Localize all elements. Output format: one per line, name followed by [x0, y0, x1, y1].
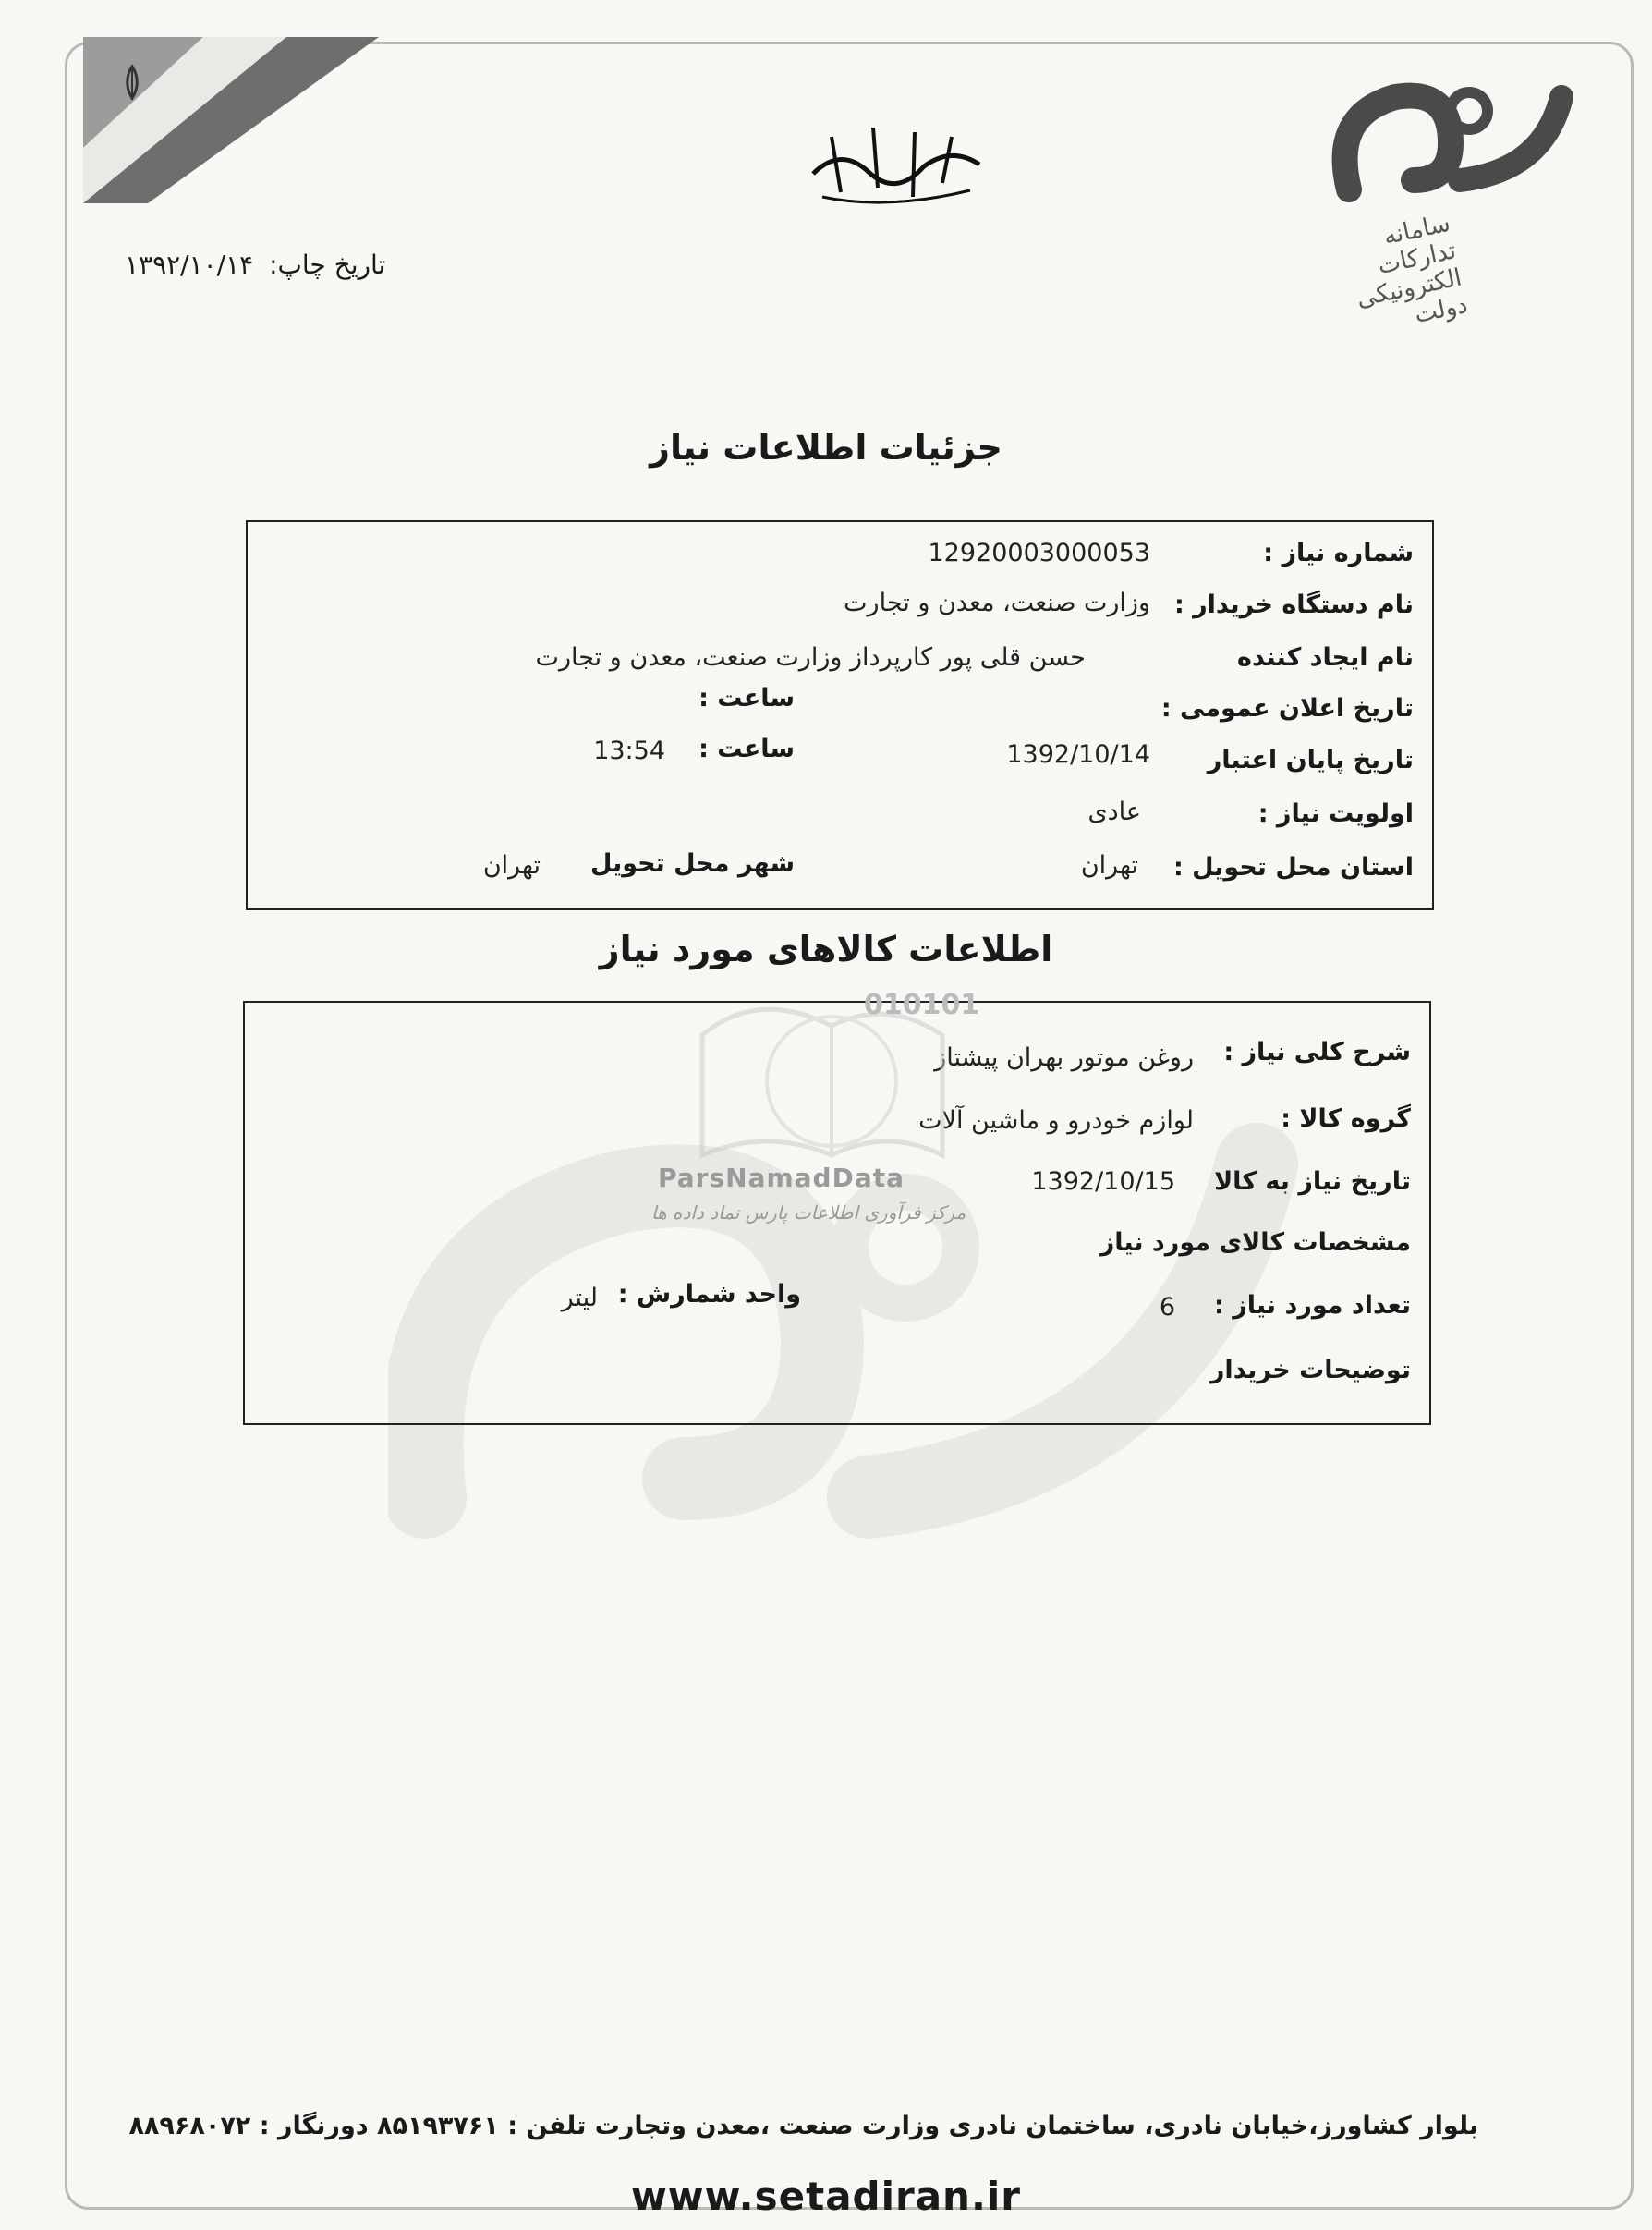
unit-label: واحد شمارش : — [617, 1280, 801, 1309]
buyer-label: نام دستگاه خریدار : — [1173, 591, 1414, 619]
stamp-digits: 010101 — [864, 989, 980, 1021]
stamp-brand: ParsNamadData — [658, 1163, 905, 1193]
unit-value: لیتر — [561, 1284, 598, 1312]
buyer-value: وزارت صنعت، معدن و تجارت — [844, 589, 1150, 617]
basmala-calligraphy — [804, 109, 989, 211]
goods-group-label: گروه کالا : — [1281, 1104, 1411, 1133]
need-date-label: تاریخ نیاز به کالا — [1214, 1167, 1411, 1196]
need-details-title: جزئیات اطلاعات نیاز — [650, 427, 1002, 468]
expiry-date-value: 1392/10/14 — [1006, 740, 1150, 769]
goods-specs-label: مشخصات کالای مورد نیاز — [1099, 1228, 1411, 1257]
need-desc-value: روغن موتور بهران پیشتاز — [934, 1043, 1194, 1072]
announce-time-label: ساعت : — [698, 684, 795, 713]
goods-info-title: اطلاعات کالاهای مورد نیاز — [599, 929, 1053, 969]
province-value: تهران — [1080, 851, 1138, 880]
creator-label: نام ایجاد کننده — [1237, 643, 1414, 672]
city-value: تهران — [482, 851, 541, 880]
logo-text: سامانه تدارکات الکترونیکی دولت — [1354, 209, 1470, 330]
buyer-notes-label: توضیحات خریدار — [1209, 1356, 1411, 1384]
footer-address: بلوار کشاورز،خیابان نادری، ساختمان نادری وزارت صنعت ،معدن وتجارت تلفن : ۸۵۱۹۳۷۶۱ دورنگار : ۸۸۹۶۸۰۷۲ — [128, 2112, 1478, 2140]
city-label: شهر محل تحویل — [589, 849, 795, 878]
print-date-label: تاریخ چاپ: — [269, 250, 386, 280]
need-date-value: 1392/10/15 — [1031, 1167, 1175, 1196]
quantity-label: تعداد مورد نیاز : — [1214, 1291, 1411, 1320]
footer-website: www.setadiran.ir — [630, 2174, 1022, 2219]
print-date — [125, 250, 476, 280]
need-desc-label: شرح کلی نیاز : — [1223, 1038, 1411, 1066]
emblem-icon — [109, 59, 155, 105]
expiry-time-value: 13:54 — [593, 737, 665, 765]
need-details-box — [246, 520, 1434, 910]
announce-date-label: تاریخ اعلان عمومی : — [1160, 694, 1414, 723]
expiry-time-label: ساعت : — [698, 735, 795, 763]
priority-label: اولویت نیاز : — [1257, 799, 1414, 828]
need-number-label: شماره نیاز : — [1263, 539, 1414, 567]
print-date-value: ۱۳۹۲/۱۰/۱۴ — [125, 250, 254, 280]
goods-group-value: لوازم خودرو و ماشین آلات — [918, 1106, 1194, 1135]
creator-value: حسن قلی پور کارپرداز وزارت صنعت، معدن و تجارت — [535, 643, 1086, 672]
expiry-date-label: تاریخ پایان اعتبار — [1207, 746, 1414, 774]
stamp-subtitle: مرکز فرآوری اطلاعات پارس نماد داده ها — [651, 1201, 966, 1224]
need-number-value: 12920003000053 — [928, 539, 1150, 567]
priority-value: عادی — [1087, 798, 1141, 826]
province-label: استان محل تحویل : — [1172, 853, 1414, 882]
quantity-value: 6 — [1159, 1293, 1175, 1322]
